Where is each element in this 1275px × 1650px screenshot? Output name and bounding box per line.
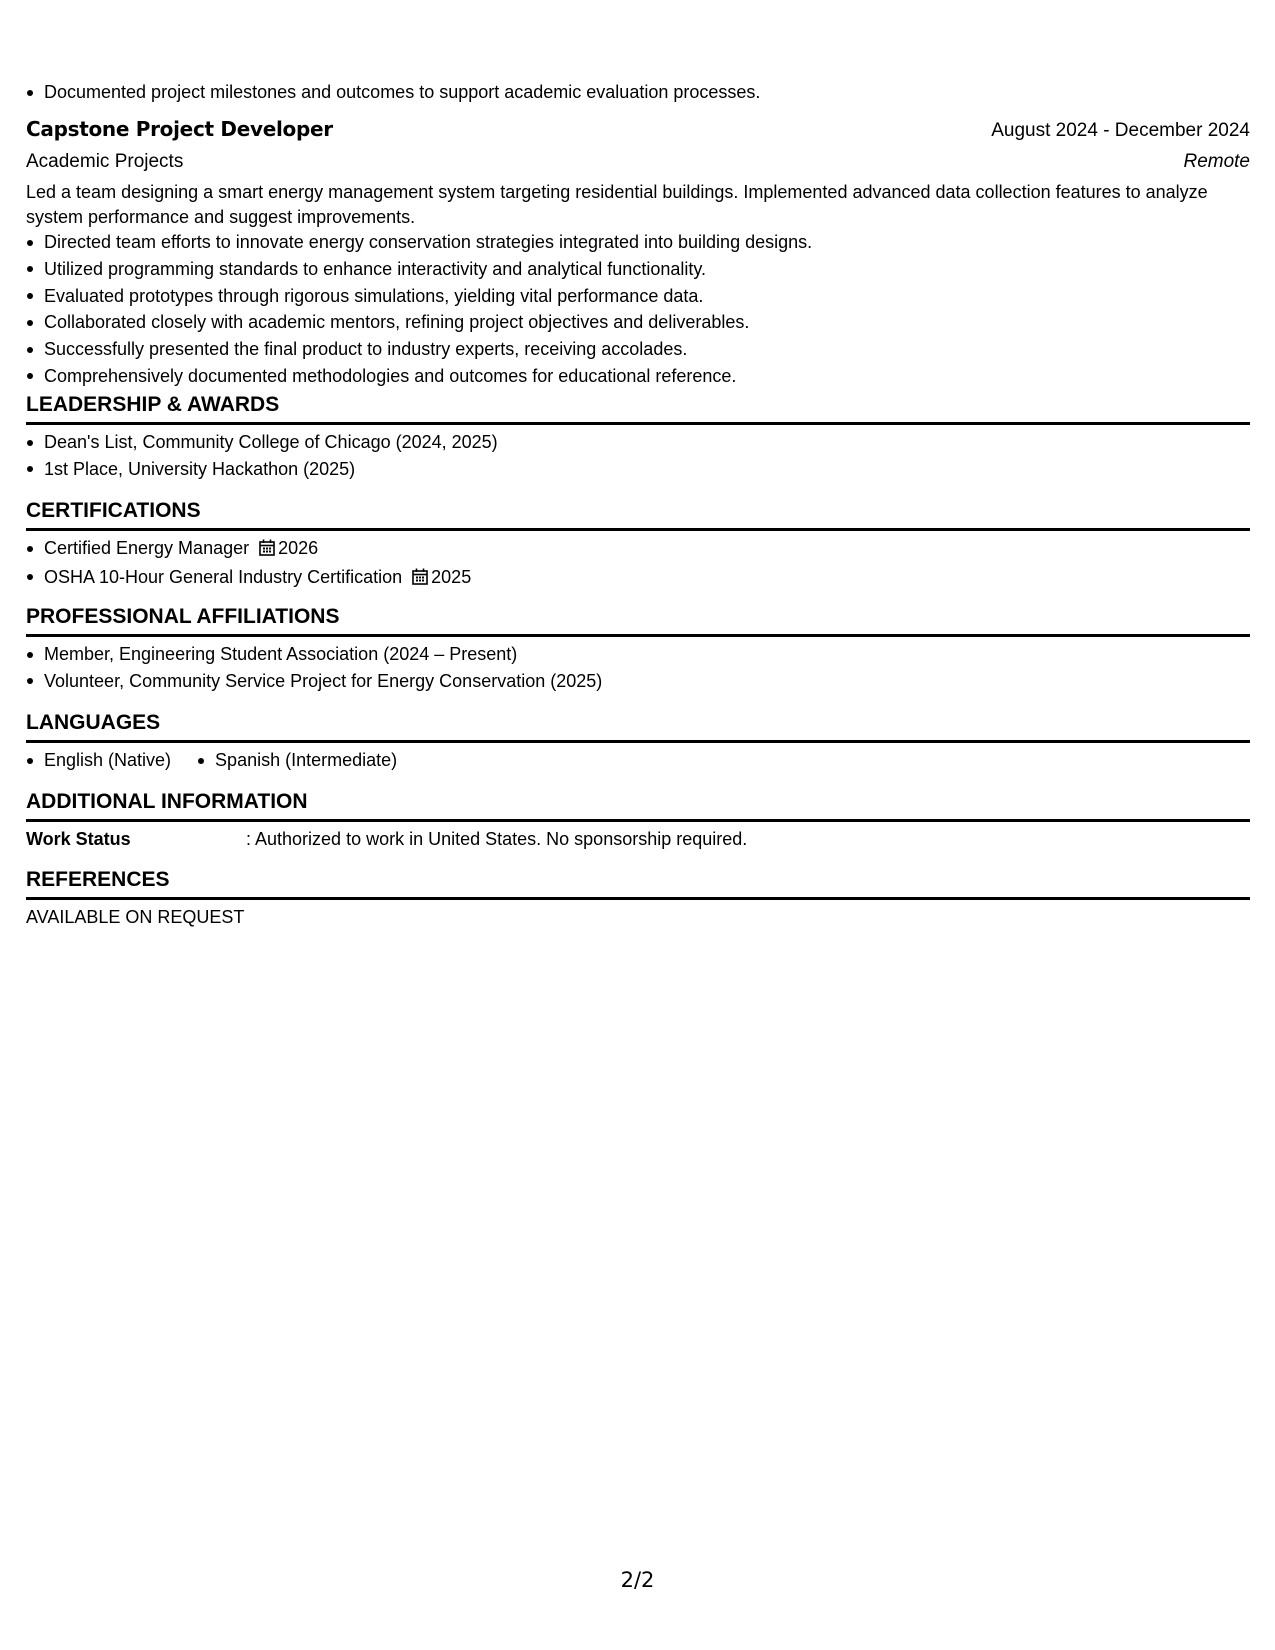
references-text: AVAILABLE ON REQUEST <box>26 907 245 927</box>
certification-item <box>26 535 1250 564</box>
job-location: Remote <box>1183 151 1250 172</box>
page-number: 2/2 <box>620 1568 655 1592</box>
work-status-label: Work Status <box>26 829 131 849</box>
list-item: Documented project milestones and outcomes to support academic evaluation processes. <box>26 79 1250 106</box>
languages-section <box>26 709 1250 774</box>
certification-name: Certified Energy Manager <box>44 538 250 558</box>
section-heading: LANGUAGES <box>26 709 1250 743</box>
affiliations-section <box>26 603 1250 695</box>
certification-year: 2026 <box>278 538 319 558</box>
section-heading: PROFESSIONAL AFFILIATIONS <box>26 603 1250 637</box>
previous-job-bullets <box>26 79 1250 106</box>
certification-year: 2025 <box>431 566 472 587</box>
section-heading: REFERENCES <box>26 866 1250 900</box>
section-heading: ADDITIONAL INFORMATION <box>26 788 1250 822</box>
list-item: Comprehensively documented methodologies and outcomes for educational reference. <box>26 363 1250 390</box>
references-section <box>26 866 1250 930</box>
list-item: Successfully presented the final product to industry experts, receiving accolades. <box>26 336 1250 363</box>
list-item: Dean's List, Community College of Chicago (2024, 2025) <box>26 429 1250 456</box>
job-description: Led a team designing a smart energy management system targeting residential buildings. Implemented advanced data collection features to analyze system performance and suggest improvements. <box>26 182 1208 227</box>
list-item: Evaluated prototypes through rigorous simulations, yielding vital performance data. <box>26 283 1250 310</box>
certifications-section <box>26 497 1250 593</box>
list-item: 1st Place, University Hackathon (2025) <box>26 456 1250 483</box>
job-organization: Academic Projects <box>26 151 184 172</box>
job-entry <box>26 114 1250 390</box>
list-item: Volunteer, Community Service Project for Energy Conservation (2025) <box>26 668 1250 695</box>
list-item: Collaborated closely with academic mentors, refining project objectives and deliverables. <box>26 309 1250 336</box>
job-title: Capstone Project Developer <box>26 117 333 141</box>
calendar-icon <box>259 537 275 564</box>
language-item: Spanish (Intermediate) <box>197 747 397 774</box>
section-heading: LEADERSHIP & AWARDS <box>26 391 1250 425</box>
certification-item <box>26 564 1250 593</box>
section-heading: CERTIFICATIONS <box>26 497 1250 531</box>
list-item: Member, Engineering Student Association (2024 – Present) <box>26 641 1250 668</box>
list-item: Utilized programming standards to enhance interactivity and analytical functionality. <box>26 256 1250 283</box>
leadership-section <box>26 391 1250 483</box>
additional-info-section <box>26 788 1250 852</box>
certification-name: OSHA 10-Hour General Industry Certification <box>44 566 403 587</box>
job-dates: August 2024 - December 2024 <box>991 120 1250 141</box>
job-bullets <box>26 229 1250 390</box>
language-item: English (Native) <box>26 747 171 774</box>
list-item: Directed team efforts to innovate energy conservation strategies integrated into building designs. <box>26 229 1250 256</box>
work-status-value: : Authorized to work in United States. No sponsorship required. <box>246 829 748 849</box>
calendar-icon <box>412 566 428 593</box>
work-status-row <box>26 826 1250 852</box>
